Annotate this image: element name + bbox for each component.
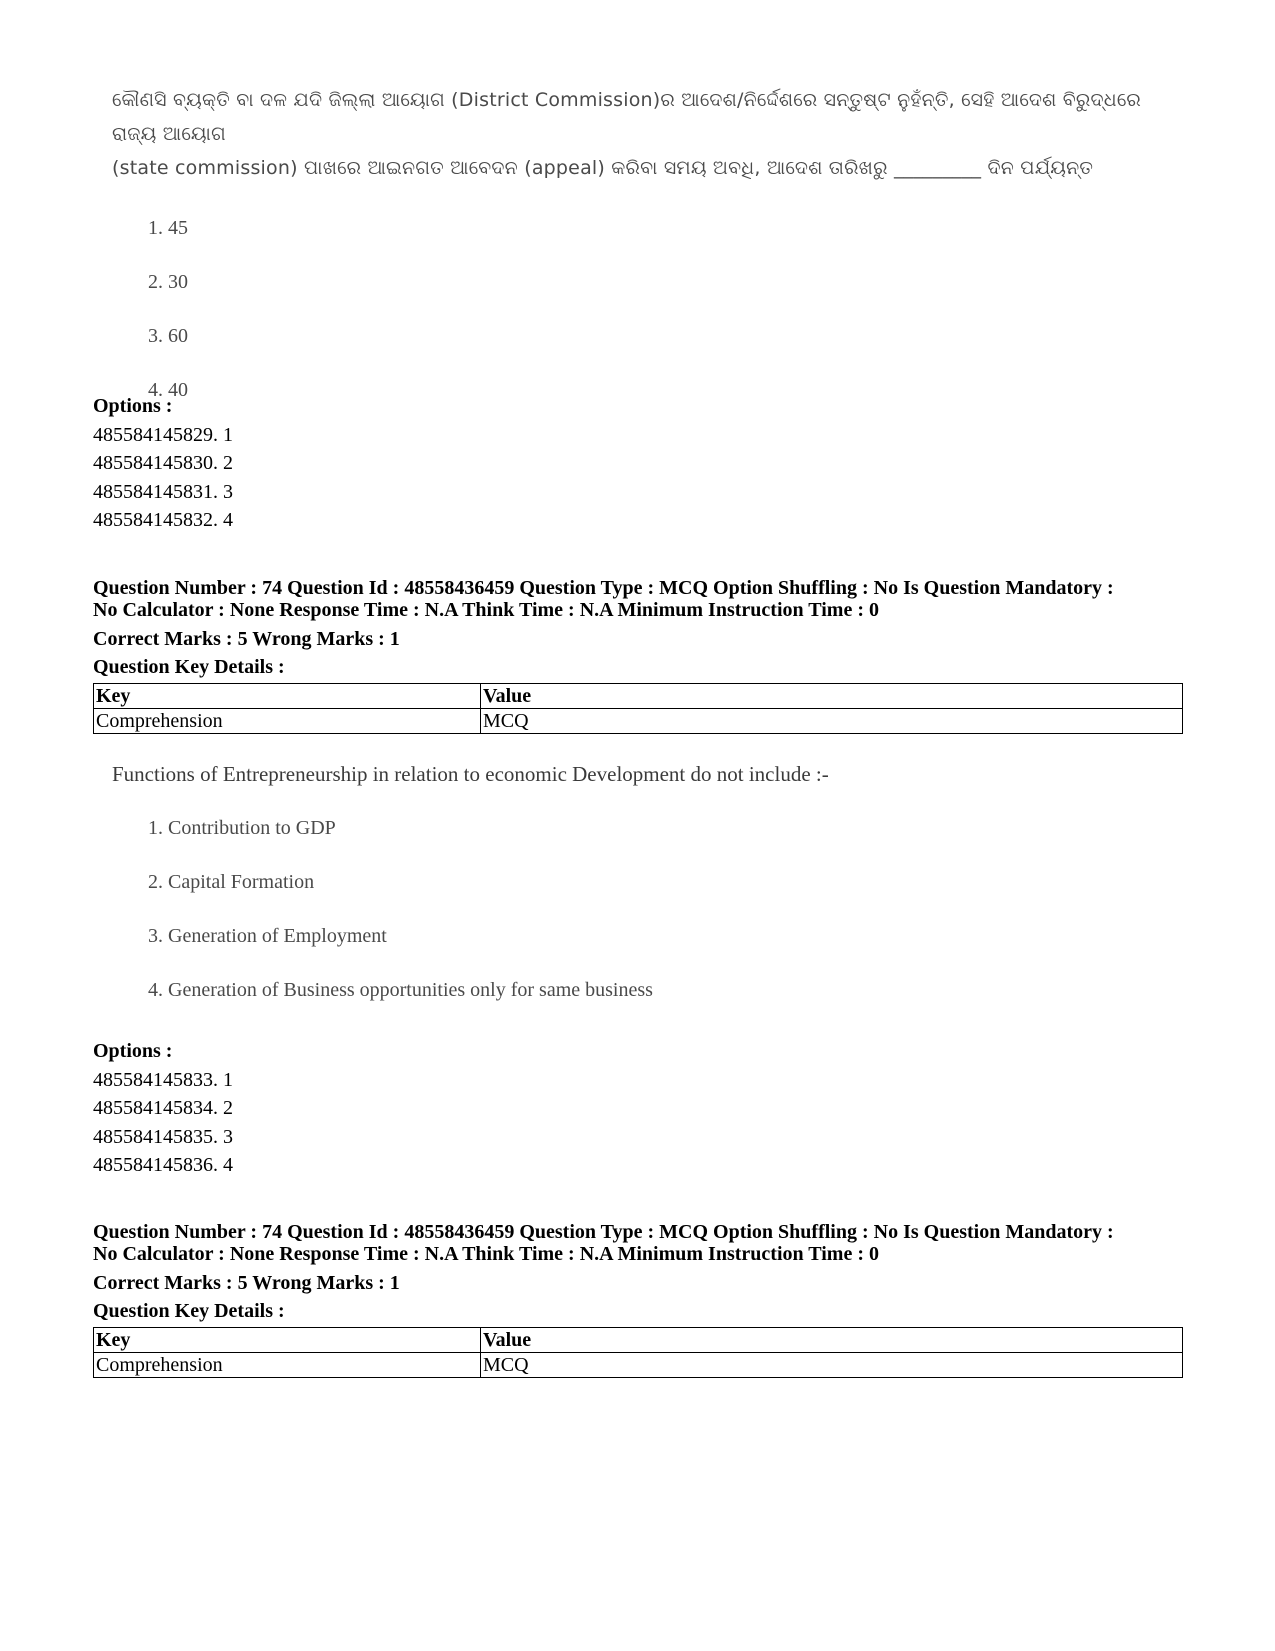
- marks-line: Correct Marks : 5 Wrong Marks : 1: [93, 1272, 400, 1294]
- question-text-line-2: (state commission) ପାଖରେ ଆଇନଗତ ଆବେଦନ (appeal) କରିବା ସମୟ ଅବଧି, ଆଦେଶ ତାରିଖରୁ _________ ଦିନ ପର୍ଯ୍ୟନ୍ତ: [112, 157, 1094, 179]
- table-row: [94, 1353, 1183, 1378]
- options-title: Options :: [93, 1040, 173, 1062]
- marks-line: Correct Marks : 5 Wrong Marks : 1: [93, 628, 400, 650]
- table-cell-key: Comprehension: [94, 1353, 481, 1378]
- question-text: Functions of Entrepreneurship in relation to economic Development do not include :-: [112, 762, 829, 786]
- table-header-value: Value: [481, 1328, 1183, 1353]
- options-title: Options :: [93, 395, 173, 417]
- choice-item: 2. Capital Formation: [148, 871, 315, 893]
- table-header-row: [94, 684, 1183, 709]
- question-image-odia: [112, 83, 1172, 417]
- choice-item: 4. 40: [148, 379, 188, 401]
- question-meta-line-1: Question Number : 74 Question Id : 48558436459 Question Type : MCQ Option Shuffling : No Is Question Mandatory :: [93, 577, 1114, 599]
- table-header-key: Key: [94, 684, 481, 709]
- option-item: 485584145834. 2: [93, 1097, 233, 1119]
- options-section: [93, 1037, 233, 1180]
- option-item: 485584145829. 1: [93, 423, 233, 446]
- option-item: 485584145836. 4: [93, 1154, 233, 1176]
- table-cell-value: MCQ: [481, 1353, 1183, 1378]
- option-item: 485584145830. 2: [93, 452, 233, 474]
- options-section: [93, 392, 233, 535]
- key-details-heading: Question Key Details :: [93, 656, 285, 678]
- table-header-value: Value: [481, 684, 1183, 709]
- key-details-heading: Question Key Details :: [93, 1300, 285, 1322]
- option-item: 485584145833. 1: [93, 1068, 233, 1091]
- question-meta-line-1: Question Number : 74 Question Id : 48558436459 Question Type : MCQ Option Shuffling : No Is Question Mandatory :: [93, 1221, 1114, 1243]
- question-meta-line-2: No Calculator : None Response Time : N.A Think Time : N.A Minimum Instruction Time : 0: [93, 1243, 879, 1265]
- question-image-english: [112, 757, 1172, 1017]
- table-header-row: [94, 1328, 1183, 1353]
- choice-item: 2. 30: [148, 271, 188, 293]
- option-item: 485584145831. 3: [93, 480, 233, 503]
- option-item: 485584145835. 3: [93, 1125, 233, 1148]
- table-cell-key: Comprehension: [94, 709, 481, 734]
- choice-item: 3. Generation of Employment: [148, 925, 387, 947]
- key-details-table: [93, 1327, 1183, 1378]
- choice-item: 1. Contribution to GDP: [148, 817, 336, 839]
- table-header-key: Key: [94, 1328, 481, 1353]
- choice-item: 1. 45: [148, 217, 188, 239]
- question-meta-line-2: No Calculator : None Response Time : N.A Think Time : N.A Minimum Instruction Time : 0: [93, 599, 879, 621]
- question-metadata: [93, 577, 1193, 734]
- option-item: 485584145832. 4: [93, 509, 233, 531]
- table-row: [94, 709, 1183, 734]
- choice-item: 4. Generation of Business opportunities only for same business: [148, 979, 653, 1001]
- question-text-line-1: କୌଣସି ବ୍ୟକ୍ତି ବା ଦଳ ଯଦି ଜିଲ୍ଲା ଆୟୋଗ (District Commission)ର ଆଦେଶ/ନିର୍ଦ୍ଦେଶରେ ସନ୍ତୁଷ୍ଟ ନୁହଁନ୍ତି, ସେହି ଆଦେଶ ବିରୁଦ୍ଧରେ ରାଜ୍ୟ ଆୟୋଗ: [112, 89, 1141, 145]
- choice-list: [112, 801, 1172, 1017]
- table-cell-value: MCQ: [481, 709, 1183, 734]
- choice-list: [112, 201, 1172, 417]
- key-details-table: [93, 683, 1183, 734]
- choice-item: 3. 60: [148, 325, 188, 347]
- question-metadata: [93, 1221, 1193, 1378]
